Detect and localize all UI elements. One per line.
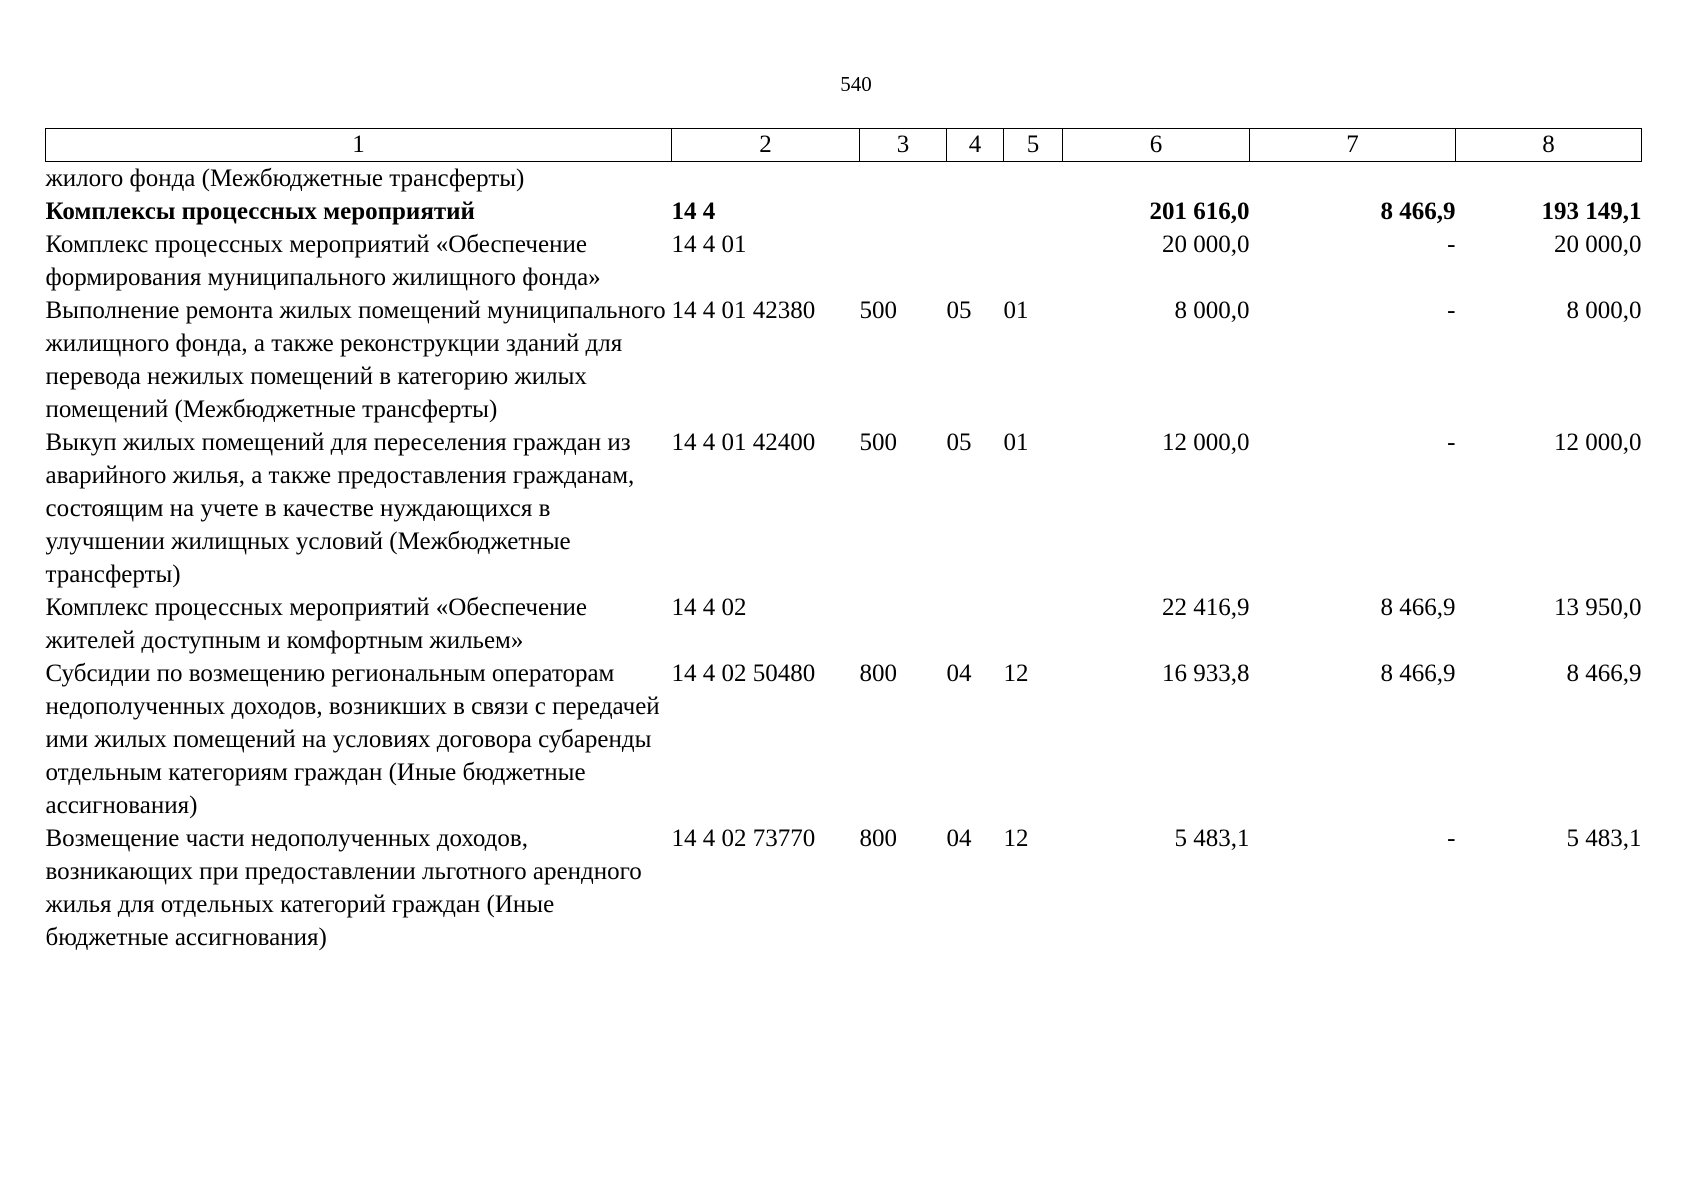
- row-value-8: [1456, 162, 1642, 196]
- row-expense-type: [860, 228, 947, 294]
- row-value-7: 8 466,9: [1380, 198, 1456, 225]
- row-value-8: 5 483,1: [1566, 825, 1642, 852]
- row-name: Выполнение ремонта жилых помещений муниципального жилищного фонда, а также реконструкции зданий для перевода нежилых помещений в категорию жилых помещений (Межбюджетные трансферты): [45, 297, 666, 423]
- row-subsection: 01: [1003, 429, 1029, 456]
- column-header-3: 3: [860, 129, 947, 162]
- row-section: 04: [946, 660, 972, 687]
- row-expense-type: 800: [859, 825, 897, 852]
- row-code: 14 4 02 73770: [671, 825, 816, 852]
- row-section: [947, 162, 1004, 196]
- row-code: 14 4 02 50480: [671, 660, 816, 687]
- row-subsection: 12: [1003, 660, 1029, 687]
- column-header-1: 1: [46, 129, 672, 162]
- table-row: [46, 294, 1642, 426]
- table-row: [46, 822, 1642, 954]
- column-header-8: 8: [1456, 129, 1642, 162]
- row-total: [1063, 162, 1250, 196]
- row-value-8: 13 950,0: [1554, 594, 1642, 621]
- row-name: Выкуп жилых помещений для переселения граждан из аварийного жилья, а также предоставления гражданам, состоящим на учете в качестве нуждающихся в улучшении жилищных условий (Межбюджетные трансферты): [45, 429, 635, 588]
- row-total: 12 000,0: [1162, 429, 1250, 456]
- row-total: 16 933,8: [1162, 660, 1250, 687]
- row-code: 14 4 02: [671, 594, 747, 621]
- row-total: 20 000,0: [1162, 231, 1250, 258]
- row-code: 14 4 01: [671, 231, 747, 258]
- table-row: [46, 162, 1642, 196]
- row-value-7: -: [1447, 429, 1456, 456]
- row-value-7: -: [1447, 297, 1456, 324]
- row-subsection: 01: [1003, 297, 1029, 324]
- column-header-2: 2: [672, 129, 860, 162]
- row-value-8: 8 466,9: [1566, 660, 1642, 687]
- table-row: [46, 657, 1642, 822]
- row-name: Комплекс процессных мероприятий «Обеспечение жителей доступным и комфортным жильем»: [45, 594, 587, 654]
- row-section: 05: [946, 297, 972, 324]
- column-header-5: 5: [1004, 129, 1063, 162]
- row-subsection: [1004, 591, 1063, 657]
- row-total: 8 000,0: [1174, 297, 1250, 324]
- row-section: [947, 195, 1004, 228]
- row-total: 5 483,1: [1174, 825, 1250, 852]
- row-expense-type: [860, 591, 947, 657]
- row-total: 201 616,0: [1149, 198, 1250, 225]
- row-name: Возмещение части недополученных доходов, возникающих при предоставлении льготного арендного жилья для отдельных категорий граждан (Иные бюджетные ассигнования): [45, 825, 642, 951]
- table-row: [46, 195, 1642, 228]
- row-code: [672, 162, 860, 196]
- row-expense-type: 500: [859, 429, 897, 456]
- row-total: 22 416,9: [1162, 594, 1250, 621]
- row-section: [947, 228, 1004, 294]
- row-name: жилого фонда (Межбюджетные трансферты): [45, 165, 525, 192]
- row-expense-type: [860, 162, 947, 196]
- row-name: Комплексы процессных мероприятий: [45, 198, 475, 225]
- column-header-7: 7: [1250, 129, 1456, 162]
- row-subsection: [1004, 195, 1063, 228]
- row-subsection: [1004, 162, 1063, 196]
- table-row: [46, 591, 1642, 657]
- budget-table: [45, 128, 1642, 954]
- row-expense-type: 800: [859, 660, 897, 687]
- row-code: 14 4 01 42380: [671, 297, 816, 324]
- row-value-7: -: [1447, 825, 1456, 852]
- row-subsection: 12: [1003, 825, 1029, 852]
- table-row: [46, 426, 1642, 591]
- row-expense-type: [860, 195, 947, 228]
- row-value-7: [1250, 162, 1456, 196]
- row-section: 04: [946, 825, 972, 852]
- row-subsection: [1004, 228, 1063, 294]
- page-number: 540: [840, 72, 872, 96]
- row-value-8: 20 000,0: [1554, 231, 1642, 258]
- column-header-4: 4: [947, 129, 1004, 162]
- header-row: [46, 129, 1642, 162]
- row-name: Субсидии по возмещению региональным операторам недополученных доходов, возникших в связи с передачей ими жилых помещений на условиях договора субаренды отдельным категориям граждан (Иные бюджетные ассигнования): [45, 660, 660, 819]
- row-code: 14 4 01 42400: [671, 429, 816, 456]
- row-value-7: -: [1447, 231, 1456, 258]
- row-expense-type: 500: [859, 297, 897, 324]
- row-value-8: 12 000,0: [1554, 429, 1642, 456]
- row-section: [947, 591, 1004, 657]
- column-header-6: 6: [1063, 129, 1250, 162]
- row-value-8: 8 000,0: [1566, 297, 1642, 324]
- row-value-7: 8 466,9: [1380, 660, 1456, 687]
- row-section: 05: [946, 429, 972, 456]
- table-row: [46, 228, 1642, 294]
- row-value-8: 193 149,1: [1541, 198, 1642, 225]
- row-name: Комплекс процессных мероприятий «Обеспечение формирования муниципального жилищного фонда»: [45, 231, 601, 291]
- row-value-7: 8 466,9: [1380, 594, 1456, 621]
- row-code: 14 4: [671, 198, 716, 225]
